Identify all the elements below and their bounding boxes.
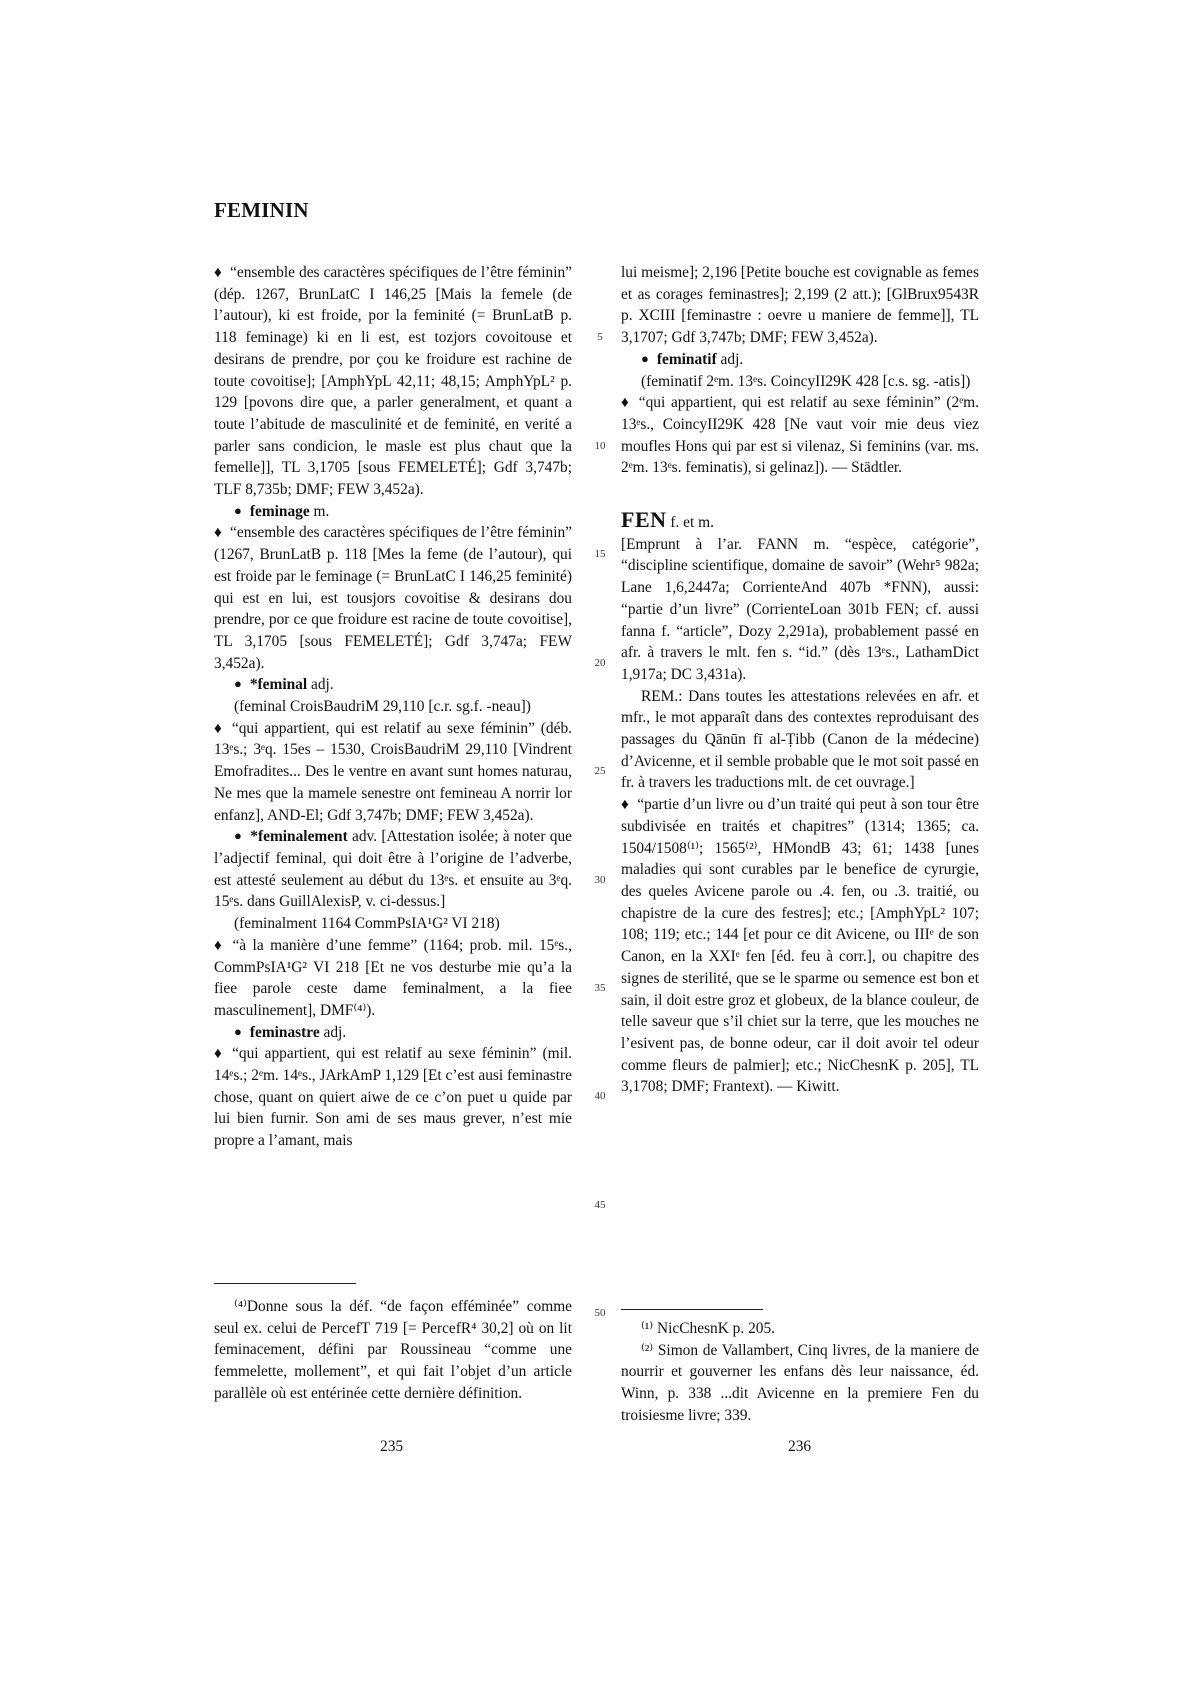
footnote-rule-right: [621, 1309, 763, 1310]
footnote-4: ⁽⁴⁾Donne sous la déf. “de façon efféminée” comme seul ex. celui de PercefT 719 [= PercefR⁴ 30,2] où on lit feminacement, défini par Roussineau “comme une femmelette, mollement”, et qui fait l’objet d’un article parallèle où est entérinée cette dernière définition.: [214, 1298, 572, 1402]
definition-feminage: ♦ “ensemble des caractères spécifiques de l’être féminin” (1267, BrunLatB p. 118 [Mes la feme (de l’autour), qui est froide par le feminage (= BrunLatC I 146,25 feminité) qui est en lui, est tousjors covoitise & desirans dou prendre, por ce que froidure est racine de toute covoitise], TL 3,1705 [sous FEMELETÉ]; Gdf 3,747a; FEW 3,452a).: [214, 522, 572, 674]
definition-feminin: ♦ “ensemble des caractères spécifiques de l’être féminin” (dép. 1267, BrunLatC I 146,25 [Mais la femele (de l’autour), ki est froide, por la feminité (= BrunLatB p. 118 feminage) ki en li est, est tozjors covoitouse et desirans de prendre, por çou ke froidure est rachine de toute covoitise]; [AmphYpL 42,11; 48,15; AmphYpL² p. 129 [povons dire que, a parler generalment, et quant a toute l’abitude de masculinité et de feminité, en verité a parler sans condicion, le masle est plus chaut que la femelle]], TL 3,1705 [sous FEMELETÉ]; Gdf 3,747b; TLF 8,735b; DMF; FEW 3,452a).: [214, 262, 572, 501]
remark-fen: REM.: Dans toutes les attestations relevées en afr. et mfr., le mot apparaît dans des contextes reproduisant des passages du Qānūn fī al-Ṭibb (Canon de la médecine) d’Avicenne, et il semble probable que le mot soit passé en fr. à travers les traductions mlt. de cet ouvrage.]: [621, 687, 979, 792]
entry-heading-fen: [621, 509, 979, 534]
definition-feminastre: ♦ “qui appartient, qui est relatif au sexe féminin” (mil. 14ᵉs.; 2ᵉm. 14ᵉs., JArkAmP 1,129 [Et c’est ausi feminastre chose, quant on quiert aiwe de ce c’on puet u quide par lui bien furnir. Son ami de ses maus grever, n’est mie propre a l’amant, mais: [214, 1043, 572, 1152]
lemma-label: feminatif: [656, 350, 717, 368]
line-numbers: [590, 262, 610, 1325]
line-number: 20: [594, 656, 606, 669]
line-number: 35: [594, 982, 606, 994]
line-number: 30: [594, 873, 606, 886]
sub-lemma-feminage: [214, 501, 572, 523]
form-feminatif: (feminatif 2ᵉm. 13ᵉs. CoincyII29K 428 [c.s. sg. -atis]): [641, 372, 971, 390]
line-number: 50: [594, 1307, 606, 1320]
lemma-pos: m.: [309, 502, 330, 520]
lemma-label: feminage: [249, 502, 310, 520]
line-number: 45: [594, 1198, 606, 1211]
form-feminalment: (feminalment 1164 CommPsIA¹G² VI 218): [234, 915, 500, 933]
form-feminal: (feminal CroisBaudriM 29,110 [c.r. sg.f. -neau]): [234, 698, 531, 716]
line-number: 15: [594, 548, 606, 561]
footnote-1: ⁽¹⁾ NicChesnK p. 205.: [641, 1320, 776, 1337]
sub-lemma-feminal: [214, 674, 572, 696]
footnote-2: ⁽²⁾ Simon de Vallambert, Cinq livres, de la maniere de nourrir et gouverner les enfans dès leur naissance, éd. Winn, p. 338 ...dit Avicenne en la premiere Fen du troisiesme livre; 339.: [621, 1341, 979, 1424]
lemma-pos: adj.: [307, 676, 334, 694]
definition-feminalement: ♦ “à la manière d’une femme” (1164; prob. mil. 15ᵉs., CommPsIA¹G² VI 218 [Et ne vos desturbe mie qu’a la fiee parole ceste dame feminalment, a la fiee masculinement], DMF⁽⁴⁾).: [214, 935, 572, 1022]
page-number-right: 236: [788, 1438, 812, 1455]
left-column: [214, 262, 572, 1152]
continuation-feminastre: lui meisme]; 2,196 [Petite bouche est covignable as femes et as corages feminastres]; 2,199 (2 att.); [GlBrux9543R p. XCIII [feminastre : oevre u maniere de femme]], TL 3,1707; Gdf 3,747b; DMF; FEW 3,452a).: [621, 264, 979, 347]
definition-fen: ♦ “partie d’un livre ou d’un traité qui peut à son tour être subdivisée en traités et chapitres” (1314; 1365; ca. 1504/1508⁽¹⁾; 1565⁽²⁾, HMondB 43; 61; 1438 [unes maladies qui sont curables par le benefice de cyrurgie, des queles Avicene parole ou .4. fen, ou .3. traitié, ou chapistre de la cure des festres]; etc.; [AmphYpL² 107; 108; 119; etc.; 144 [et pour ce dit Avicene, ou IIIᵉ de son Canon, en la XXIᵉ fen [éd. feu à corr.], ou chapitre des signes de sterilité, que se le sparme ou semence est bon et sain, il doit estre groz et globeux, de la blance couleur, de telle saveur que s’il chiet sur la terre, que les mouches ne l’esivent pas, de bonne odeur, car il doit avoir tel odeur comme fleurs de palmier]; etc.; NicChesnK p. 205], TL 3,1708; DMF; Frantext). — Kiwitt.: [621, 794, 979, 1098]
definition-feminatif: ♦ “qui appartient, qui est relatif au sexe féminin” (2ᵉm. 13ᵉs., CoincyII29K 428 [Ne vaut voir mie deus viez moufles Hons qui par est si vilenaz, Si feminins (var. ms. 2ᵉm. 13ᵉs. feminatis), si gelinaz]). — Städtler.: [621, 392, 979, 479]
lemma-label: *feminal: [249, 676, 308, 694]
running-head: FEMININ: [214, 198, 309, 222]
footnote-rule-left: [214, 1283, 356, 1284]
line-number: 5: [597, 331, 603, 344]
entry-title: FEN: [621, 507, 667, 533]
definition-feminal: ♦ “qui appartient, qui est relatif au sexe féminin” (déb. 13ᵉs.; 3ᵉq. 15es – 1530, CroisBaudriM 29,110 [Vindrent Emofradites... Des le ventre en avant sunt homes naturau, Ne mes que la mamele senestre ont femineau A norrir lor enfanz], AND-El; Gdf 3,747b; DMF; FEW 3,452a).: [214, 718, 572, 827]
entry-gender: f. et m.: [666, 514, 714, 532]
footnotes-left: [214, 1296, 572, 1405]
line-number: 25: [594, 765, 606, 778]
sub-lemma-feminalement: [214, 826, 572, 913]
lemma-pos: adj.: [716, 350, 744, 368]
footnotes-right: [621, 1318, 979, 1427]
line-number: 10: [594, 439, 606, 452]
etymology-fen: [Emprunt à l’ar. FANN m. “espèce, catégorie”, “discipline scientifique, domaine de savoir” (Wehr⁵ 982a; Lane 1,6,2447a; CorrienteAnd 407b *FNN), aussi: “partie d’un livre” (CorrienteLoan 301b FEN; cf. aussi fanna f. “article”, Dozy 2,291a), probablement passé en afr. à travers le mlt. fen s. “id.” (dès 13ᵉs., LathamDict 1,917a; DC 3,431a).: [621, 535, 979, 683]
lemma-note: adv. [Attestation isolée; à noter que l’adjectif feminal, qui doit être à l’origine de l’adverbe, est attesté seulement au début du 13ᵉs. et ensuite au 3ᵉq. 15ᵉs. dans GuillAlexisP, v. ci-dessus.]: [214, 828, 573, 911]
lemma-pos: adj.: [319, 1023, 347, 1041]
right-column: [621, 262, 979, 1098]
sub-lemma-feminastre: [214, 1022, 572, 1044]
line-number: 40: [594, 1090, 606, 1103]
lemma-label: feminastre: [249, 1023, 320, 1041]
lemma-label: *feminalement: [250, 828, 348, 846]
page-number-left: 235: [380, 1438, 404, 1455]
sub-lemma-feminatif: [621, 349, 979, 371]
